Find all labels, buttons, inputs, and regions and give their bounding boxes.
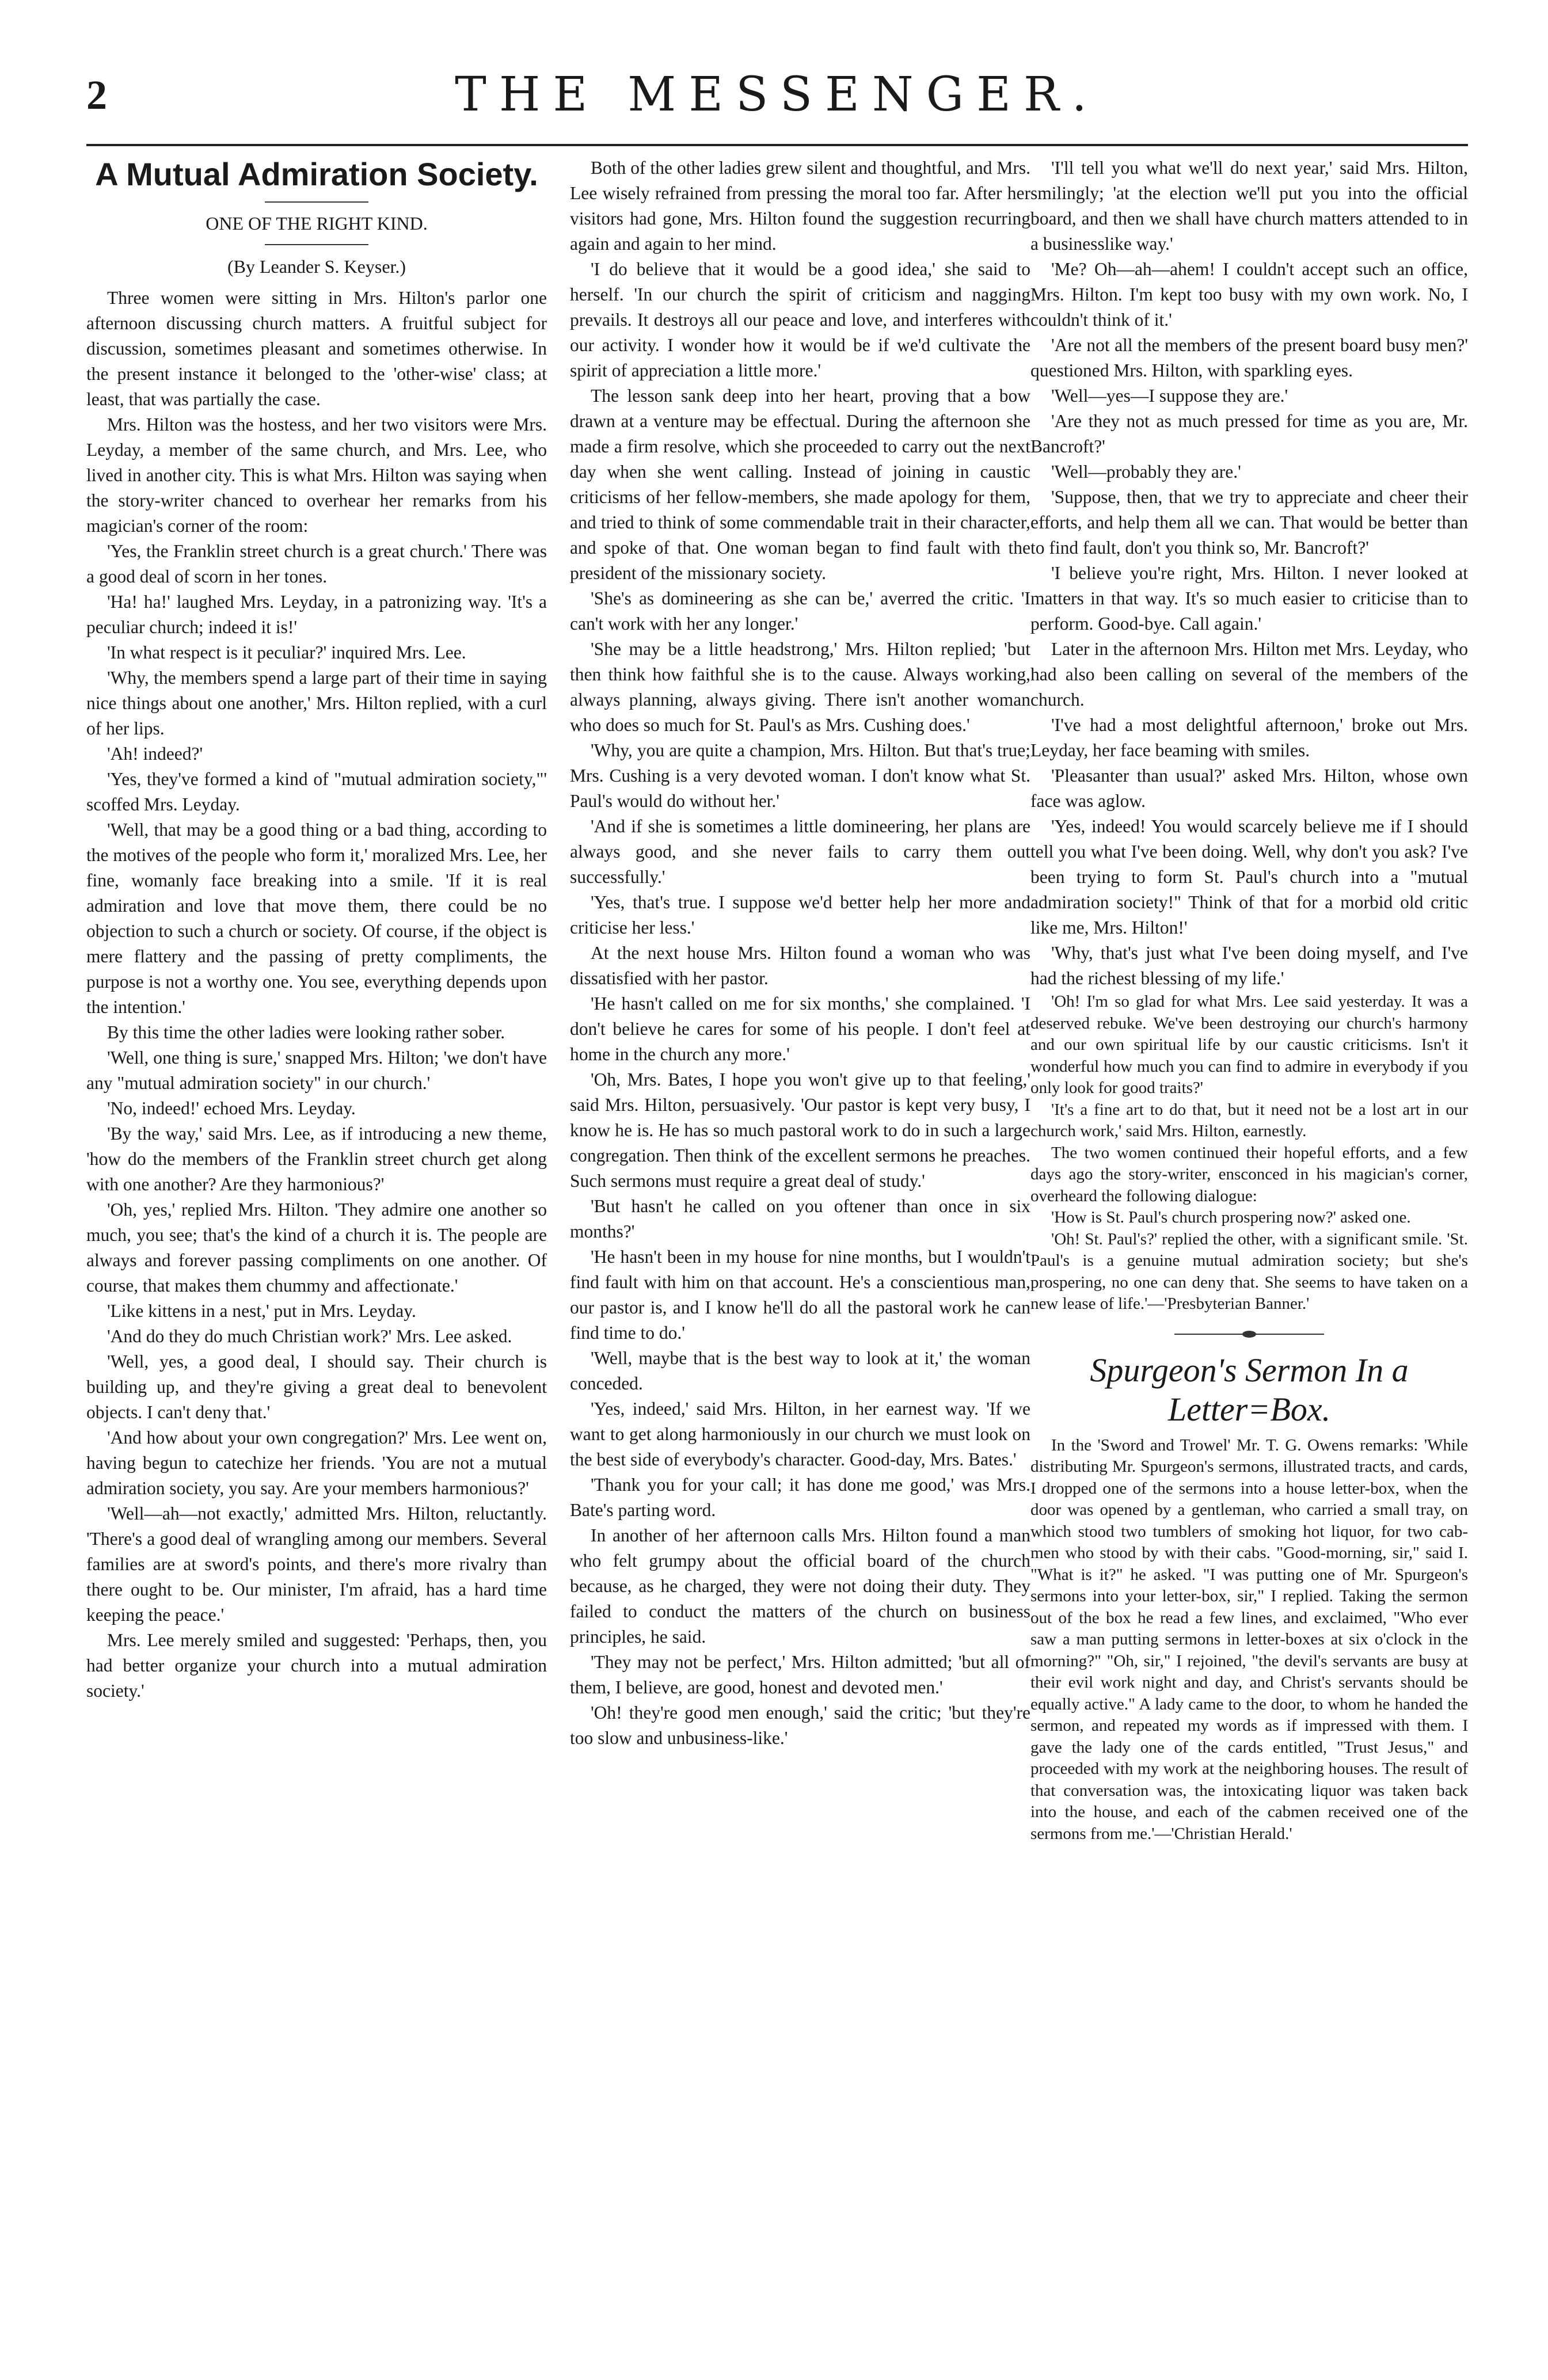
section-divider (1174, 1330, 1324, 1338)
article-2-title: Spurgeon's Sermon In a Letter=Box. (1090, 1351, 1409, 1428)
paragraph: 'And how about your own congregation?' Mrs. Lee went on, having begun to catechize her friends. 'You are not a mutual admiration society, you say. Are your members harmonious?' (86, 1427, 547, 1498)
paragraph: 'Yes, they've formed a kind of "mutual admiration society,"' scoffed Mrs. Leyday. (86, 769, 547, 814)
paragraph: 'Yes, indeed! You would scarcely believe me if I should tell you what I've been doing. Well, why don't you ask? I've been trying to form St. Paul's church into a "mutual admiration society!" Think of that for a morbid old critic like me, Mrs. Hilton!' (1030, 816, 1468, 938)
article-subtitle: ONE OF THE RIGHT KIND. (206, 213, 428, 234)
page-number: 2 (86, 72, 107, 118)
column-2-body (570, 155, 1030, 1751)
column-1-body (86, 285, 547, 1704)
paragraph: 'I've had a most delightful afternoon,' broke out Mrs. Leyday, her face beaming with smiles. (1030, 715, 1468, 760)
paper-title: THE MESSENGER. (455, 67, 1100, 122)
paragraph: 'Like kittens in a nest,' put in Mrs. Leyday. (107, 1301, 416, 1321)
paragraph: 'Yes, indeed,' said Mrs. Hilton, in her earnest way. 'If we want to get along harmoniously in our church we must look on the best side of everybody's character. Good-day, Mrs. Bates.' (570, 1399, 1030, 1469)
paragraph: 'Why, you are quite a champion, Mrs. Hilton. But that's true; Mrs. Cushing is a very devoted woman. I don't know what St. Paul's would do without her.' (570, 740, 1030, 811)
column-3 (1030, 155, 1468, 1845)
paragraph: 'Oh! they're good men enough,' said the critic; 'but they're too slow and unbusiness-like.' (570, 1703, 1030, 1748)
paragraph: 'Are not all the members of the present board busy men?' questioned Mrs. Hilton, with sparkling eyes. (1030, 335, 1468, 380)
paragraph: 'Oh! I'm so glad for what Mrs. Lee said yesterday. It was a deserved rebuke. We've been destroying our church's harmony and our own spiritual life by our caustic criticisms. Isn't it wonderful how much you can find to admire in everybody if you only look for good traits?' (1030, 992, 1468, 1097)
paragraph: 'Thank you for your call; it has done me good,' was Mrs. Bate's parting word. (570, 1475, 1030, 1520)
paragraph: 'Yes, that's true. I suppose we'd better help her more and criticise her less.' (570, 892, 1030, 938)
paragraph: 'Oh! St. Paul's?' replied the other, with a significant smile. 'St. Paul's is a genuine mutual admiration society; but she's prospering, no one can deny that. She seems to have taken on a new lease of life.'—'Presbyterian Banner.' (1030, 1229, 1468, 1313)
paragraph: 'Well—probably they are.' (1051, 462, 1241, 482)
paragraph: Both of the other ladies grew silent and thoughtful, and Mrs. Lee wisely refrained from pressing the moral too far. After her visitors had gone, Mrs. Hilton found the suggestion recurring again and again to her mind. (570, 158, 1030, 254)
paragraph: 'Well, one thing is sure,' snapped Mrs. Hilton; 'we don't have any "mutual admiration society" in our church.' (86, 1048, 547, 1093)
title-rule (265, 201, 368, 203)
paragraph: 'By the way,' said Mrs. Lee, as if introducing a new theme, 'how do the members of the Franklin street church get along with one another? Are they harmonious?' (86, 1124, 547, 1194)
paragraph: At the next house Mrs. Hilton found a woman who was dissatisfied with her pastor. (570, 943, 1030, 988)
paragraph: 'Why, that's just what I've been doing myself, and I've had the richest blessing of my life.' (1030, 943, 1468, 988)
paragraph: 'Ha! ha!' laughed Mrs. Leyday, in a patronizing way. 'It's a peculiar church; indeed it is!' (86, 592, 547, 637)
paragraph: 'But hasn't he called on you oftener than once in six months?' (570, 1196, 1030, 1242)
paragraph: 'Well—yes—I suppose they are.' (1051, 386, 1288, 406)
paragraph: 'Suppose, then, that we try to appreciate and cheer their efforts, and help them all we can. That would be better than to find fault, don't you think so, Mr. Bancroft?' (1030, 487, 1468, 558)
paragraph: 'No, indeed!' echoed Mrs. Leyday. (107, 1098, 356, 1118)
article-byline: (By Leander S. Keyser.) (227, 256, 406, 277)
paragraph: 'Why, the members spend a large part of their time in saying nice things about one another,' Mrs. Hilton replied, with a curl of her lips. (86, 668, 547, 738)
column-3-small-body (1030, 991, 1468, 1315)
paragraph: 'He hasn't been in my house for nine months, but I wouldn't find fault with him on that account. He's a conscientious man, our pastor is, and I know he'll do all the pastoral work he can find time to do.' (570, 1247, 1030, 1343)
article-title: A Mutual Admiration Society. (95, 156, 538, 192)
paragraph: 'I'll tell you what we'll do next year,' said Mrs. Hilton, smilingly; 'at the election we'll put you into the official board, and then we shall have church matters attended to in a businesslike way.' (1030, 158, 1468, 254)
column-1 (86, 155, 547, 1704)
column-3-body (1030, 155, 1468, 991)
paragraph: 'It's a fine art to do that, but it need not be a lost art in our church work,' said Mrs. Hilton, earnestly. (1030, 1100, 1468, 1140)
paragraph: 'Oh, yes,' replied Mrs. Hilton. 'They admire one another so much, you see; that's the kind of a church it is. The people are always and forever passing compliments on one another. Of course, that makes them chummy and affectionate.' (86, 1199, 547, 1296)
paragraph: In another of her afternoon calls Mrs. Hilton found a man who felt grumpy about the official board of the church because, as he charged, they were not doing their duty. They failed to conduct the matters of the church on business principles, he said. (570, 1525, 1030, 1647)
paragraph: In the 'Sword and Trowel' Mr. T. G. Owens remarks: 'While distributing Mr. Spurgeon's sermons, illustrated tracts, and cards, I dropped one of the sermons into a house letter-box, when the door was opened by a gentleman, who carried a small tray, on which stood two tumblers of smoking hot liquor, for two cab-men who stood by with their cabs. "Good-morning, sir," said I. "What is it?" he asked. "I was putting one of Mr. Spurgeon's sermons into your letter-box, sir," I replied. Taking the sermon out of the box he read a few lines, and exclaimed, "Who ever saw a man putting sermons in letter-boxes at six o'clock in the morning?" "Oh, sir," I rejoined, "the devil's servants are busy at their evil work night and day, and Christ's servants should be equally active." A lady came to the door, to whom he handed the sermon, and repeated my words as if impressed with them. I gave the lady one of the cards entitled, "Trust Jesus," and proceeded with my work at the neighboring houses. The result of that conversation was, the intoxicating liquor was taken back into the house, and each of the cabmen received one of the sermons from me.'—'Christian Herald.' (1030, 1435, 1468, 1843)
paragraph: 'Me? Oh—ah—ahem! I couldn't accept such an office, Mrs. Hilton. I'm kept too busy with my own work. No, I couldn't think of it.' (1030, 259, 1468, 330)
paragraph: 'Well, yes, a good deal, I should say. Their church is building up, and they're giving a great deal to benevolent objects. I can't deny that.' (86, 1351, 547, 1422)
paragraph: 'Are they not as much pressed for time as you are, Mr. Bancroft?' (1030, 411, 1468, 456)
paragraph: 'And do they do much Christian work?' Mrs. Lee asked. (107, 1326, 512, 1346)
paragraph: 'She's as domineering as she can be,' averred the critic. 'I can't work with her any longer.' (570, 588, 1030, 634)
paragraph: 'They may not be perfect,' Mrs. Hilton admitted; 'but all of them, I believe, are good, honest and devoted men.' (570, 1652, 1030, 1697)
paragraph: 'Yes, the Franklin street church is a great church.' There was a good deal of scorn in her tones. (86, 541, 547, 587)
paragraph: 'Well, that may be a good thing or a bad thing, according to the motives of the people who form it,' moralized Mrs. Lee, her fine, womanly face breaking into a smile. 'If it is real admiration and love that move them, there could be no objection to such a church or society. Of course, if the object is mere flattery and the passing of pretty compliments, the purpose is not a worthy one. You see, everything depends upon the intention.' (86, 820, 547, 1017)
subtitle-rule (265, 244, 368, 245)
paragraph: 'Well, maybe that is the best way to look at it,' the woman conceded. (570, 1348, 1030, 1393)
paragraph: 'Well—ah—not exactly,' admitted Mrs. Hilton, reluctantly. 'There's a good deal of wrangling among our members. Several families are at sword's points, and there's more rivalry than there ought to be. Our minister, I'm afraid, has a hard time keeping the peace.' (86, 1503, 547, 1625)
paragraph: By this time the other ladies were looking rather sober. (107, 1022, 505, 1042)
paragraph: Mrs. Hilton was the hostess, and her two visitors were Mrs. Leyday, a member of the same church, and Mrs. Lee, who lived in another city. This is what Mrs. Hilton was saying when the story-writer chanced to overhear her remarks from his magician's corner of the room: (86, 414, 547, 536)
paragraph: Mrs. Lee merely smiled and suggested: 'Perhaps, then, you had better organize your church into a mutual admiration society.' (86, 1630, 547, 1701)
paragraph: The lesson sank deep into her heart, proving that a bow drawn at a venture may be effectual. During the afternoon she made a firm resolve, which she proceeded to carry out the next day when she went calling. Instead of joining in caustic criticisms of her fellow-members, she made apology for them, and tried to think of some commendable trait in their character, and spoke of that. One woman began to find fault with the president of the missionary society. (570, 386, 1030, 583)
paragraph: Later in the afternoon Mrs. Hilton met Mrs. Leyday, who had also been calling on several of the members of the church. (1030, 639, 1468, 710)
paragraph: 'In what respect is it peculiar?' inquired Mrs. Lee. (107, 642, 466, 662)
paragraph: 'Oh, Mrs. Bates, I hope you won't give up to that feeling,' said Mrs. Hilton, persuasively. 'Our pastor is kept very busy, I know he is. He has so much pastoral work to do in such a large congregation. Then think of the excellent sermons he preaches. Such sermons must require a great deal of study.' (570, 1069, 1030, 1191)
paragraph: 'I do believe that it would be a good idea,' she said to herself. 'In our church the spirit of criticism and nagging prevails. It destroys all our peace and love, and interferes with our activity. I wonder how it would be if we'd cultivate the spirit of appreciation a little more.' (570, 259, 1030, 380)
masthead (86, 58, 1468, 146)
paragraph: The two women continued their hopeful efforts, and a few days ago the story-writer, ensconced in his magician's corner, overheard the following dialogue: (1030, 1143, 1468, 1205)
paragraph: 'How is St. Paul's church prospering now?' asked one. (1051, 1208, 1411, 1227)
article-2-body (1030, 1435, 1468, 1845)
paragraph: 'And if she is sometimes a little domineering, her plans are always good, and she never fails to carry them out successfully.' (570, 816, 1030, 887)
article-2 (1030, 1351, 1468, 1845)
paragraph: Three women were sitting in Mrs. Hilton's parlor one afternoon discussing church matters. A fruitful subject for discussion, sometimes pleasant and sometimes otherwise. In the present instance it belonged to the 'other-wise' class; at least, that was partially the case. (86, 288, 547, 409)
paragraph: 'I believe you're right, Mrs. Hilton. I never looked at matters in that way. It's so much easier to criticise than to perform. Good-bye. Call again.' (1030, 563, 1468, 634)
paragraph: 'Ah! indeed?' (107, 744, 203, 764)
paragraph: 'He hasn't called on me for six months,' she complained. 'I don't believe he cares for some of his people. I don't feel at home in the church any more.' (570, 993, 1030, 1064)
paragraph: 'Pleasanter than usual?' asked Mrs. Hilton, whose own face was aglow. (1030, 766, 1468, 811)
column-2 (570, 155, 1030, 1751)
paragraph: 'She may be a little headstrong,' Mrs. Hilton replied; 'but then think how faithful she is to the cause. Always working, always planning, always giving. There isn't another woman who does so much for St. Paul's as Mrs. Cushing does.' (570, 639, 1030, 735)
